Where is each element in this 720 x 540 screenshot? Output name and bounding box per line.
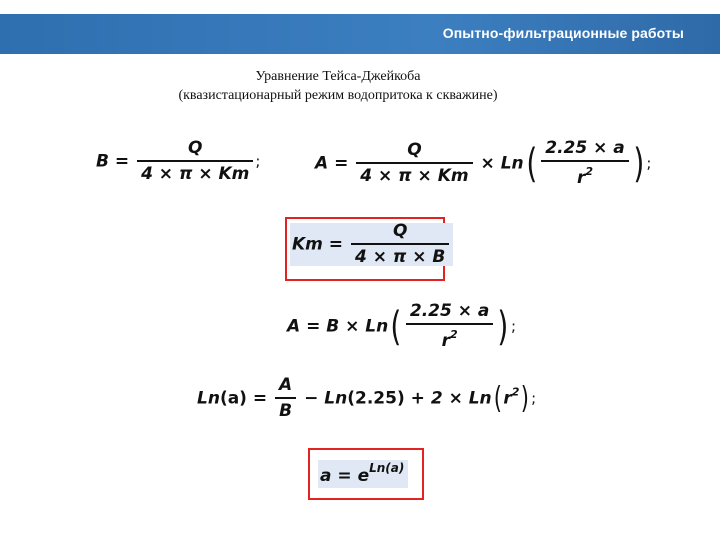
formula-b-lhs: B: [96, 151, 109, 172]
formula-a-exp-lhs: a: [320, 466, 332, 486]
formula-a-b-r: r: [441, 331, 450, 351]
formula-ln-a-lhs-arg: (a): [219, 388, 247, 409]
formula-ln-a-r: r: [503, 388, 512, 409]
formula-ln-a-semicolon: ;: [531, 389, 537, 407]
formula-a-ln: Ln: [500, 153, 524, 174]
formula-a-b-exponent: 2: [449, 328, 458, 341]
formula-a-b: [287, 303, 516, 350]
formula-a-b-denominator: [406, 325, 494, 350]
formula-a-b-eq: =: [300, 316, 327, 337]
formula-ln-a-paren-close: ): [521, 380, 530, 416]
subtitle-line2: (квазистационарный режим водопритока к скважине): [178, 88, 498, 103]
formula-ln-a: [197, 377, 536, 420]
formula-b: [96, 140, 260, 183]
formula-a-lhs: A: [315, 153, 329, 174]
formula-b-fraction: [137, 140, 253, 183]
formula-ln-a-paren-open: (: [493, 380, 502, 416]
formula-ln-a-lhs: Ln: [197, 388, 220, 409]
formula-a-inner-r: r: [576, 168, 586, 188]
formula-a-b-lhs: A: [287, 316, 301, 337]
formula-a-times: ×: [474, 153, 501, 174]
formula-a-paren-open: (: [525, 140, 537, 187]
formula-b-denominator: 4 × π × Km: [141, 164, 250, 184]
formula-km-denominator: 4 × π × B: [354, 247, 446, 267]
formula-a-denominator: 4 × π × Km: [360, 166, 469, 186]
formula-ln-a-denominator: B: [279, 401, 293, 421]
header-bar: [0, 14, 720, 54]
formula-a-exp: [318, 460, 408, 488]
formula-a-b-numerator: 2.25 × a: [406, 303, 494, 325]
formula-ln-a-term3: + 2 × Ln: [404, 388, 492, 409]
formula-a-inner-fraction: [541, 140, 629, 187]
formula-a-numerator: Q: [356, 142, 472, 164]
formula-km-lhs: Km: [292, 234, 323, 255]
subtitle-line1: Уравнение Тейса-Джейкоба: [255, 69, 421, 84]
formula-b-eq: =: [108, 151, 136, 172]
formula-a-eq: =: [328, 153, 355, 174]
formula-km-numerator: Q: [351, 223, 449, 245]
formula-a-b-paren-open: (: [390, 303, 402, 350]
formula-ln-a-eq: =: [246, 388, 274, 409]
formula-a-exp-base: e: [357, 466, 370, 486]
formula-a-inner-denominator: [541, 162, 629, 187]
formula-a-exp-exponent: Ln(a): [369, 461, 405, 475]
formula-ln-a-exponent: 2: [511, 385, 520, 399]
formula-a-fraction: [356, 142, 472, 185]
formula-a-paren-close: ): [633, 140, 645, 187]
formula-km: [290, 223, 453, 266]
formula-ln-a-term2: − Ln: [298, 388, 348, 409]
formula-a-inner-numerator: 2.25 × a: [541, 140, 629, 162]
formula-a-semicolon: ;: [646, 154, 652, 172]
formula-km-fraction: [351, 223, 449, 266]
formula-ln-a-fraction: [275, 377, 296, 420]
formula-a-exp-eq: =: [331, 466, 358, 486]
formula-a-b-mid: B × Ln: [326, 316, 389, 337]
formula-a-b-fraction: [406, 303, 494, 350]
header-title: Опытно-фильтрационные работы: [442, 25, 684, 41]
formula-a: [315, 140, 651, 187]
formula-b-semicolon: ;: [255, 152, 261, 170]
formula-b-numerator: Q: [137, 140, 253, 162]
formula-km-eq: =: [322, 234, 349, 255]
formula-ln-a-numerator: A: [275, 377, 296, 399]
formula-a-inner-exponent: 2: [585, 165, 593, 178]
formula-a-b-semicolon: ;: [510, 317, 517, 335]
formula-ln-a-term2-arg: (2.25): [347, 388, 405, 409]
formula-a-b-paren-close: ): [497, 303, 509, 350]
